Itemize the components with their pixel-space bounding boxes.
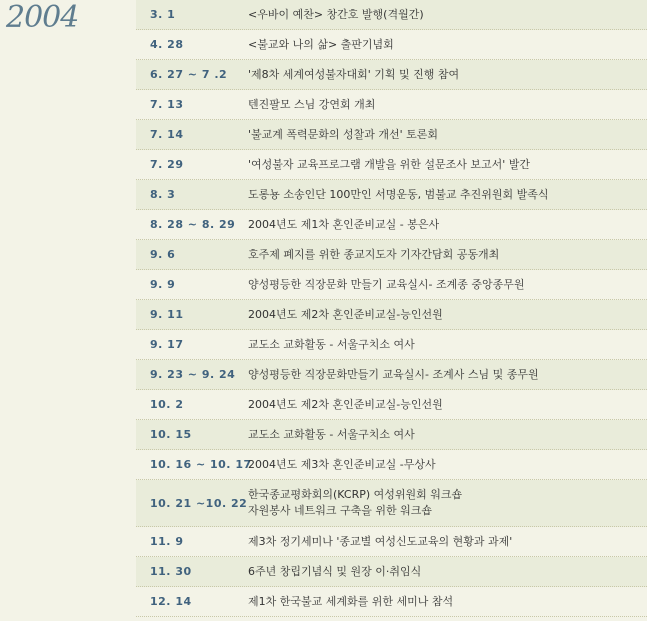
event-date: 9. 6 [150,248,176,261]
table-row [136,0,647,30]
event-date: 8. 3 [150,188,176,201]
table-row [136,390,647,420]
event-text: 양성평등한 직장문화 만들기 교육실시- 조계종 중앙종무원 [248,277,525,291]
event-text: '여성불자 교육프로그램 개발을 위한 설문조사 보고서' 발간 [248,157,531,171]
event-text: 양성평등한 직장문화만들기 교육실시- 조계사 스님 및 종무원 [248,367,539,381]
event-date: 9. 23 ~ 9. 24 [150,368,236,381]
event-text: '제8차 세계여성불자대회' 기획 및 진행 참여 [248,67,460,81]
table-row [136,360,647,390]
event-text: 제1차 한국불교 세계화를 위한 세미나 참석 [248,594,454,608]
event-text: 교도소 교화활동 - 서울구치소 여사 [248,337,415,351]
event-text: 제3차 정기세미나 '종교별 여성신도교육의 현황과 과제' [248,534,513,548]
event-date: 9. 9 [150,278,176,291]
event-date: 9. 11 [150,308,184,321]
event-text: <불교와 나의 삶> 출판기념회 [248,37,394,51]
event-date: 4. 28 [150,38,184,51]
event-text: 2004년도 제2차 혼인준비교실-능인선원 [248,307,443,321]
table-row [136,120,647,150]
event-text: 2004년도 제3차 혼인준비교실 -무상사 [248,457,436,471]
event-date: 10. 2 [150,398,184,411]
event-date: 7. 13 [150,98,184,111]
event-date: 7. 29 [150,158,184,171]
table-row [136,90,647,120]
event-text: 2004년도 제1차 혼인준비교실 - 봉은사 [248,217,440,231]
event-text: 6주년 창립기념식 및 원장 이·취임식 [248,564,422,578]
event-date: 11. 9 [150,535,184,548]
table-row [136,330,647,360]
event-text: '불교계 폭력문화의 성찰과 개선' 토론회 [248,127,439,141]
table-row [136,527,647,557]
table-row [136,420,647,450]
event-date: 8. 28 ~ 8. 29 [150,218,236,231]
table-row [136,300,647,330]
event-date: 10. 16 ~ 10. 17 [150,458,252,471]
table-row [136,587,647,617]
table-row [136,450,647,480]
event-date: 7. 14 [150,128,184,141]
event-date: 6. 27 ~ 7 .2 [150,68,228,81]
event-date: 11. 30 [150,565,192,578]
event-text: 교도소 교화활동 - 서울구치소 여사 [248,427,415,441]
event-date: 10. 15 [150,428,192,441]
event-date: 3. 1 [150,8,176,21]
table-row [136,60,647,90]
event-date: 12. 14 [150,595,192,608]
table-row [136,30,647,60]
event-text: 도롱뇽 소송인단 100만인 서명운동, 범불교 추진위원회 발족식 [248,187,549,201]
event-text: 호주제 폐지를 위한 종교지도자 기자간담회 공동개최 [248,247,500,261]
event-text: 텐진팔모 스님 강연회 개최 [248,97,376,111]
event-date: 10. 21 ~10. 22 [150,496,248,510]
event-text: 2004년도 제2차 혼인준비교실-능인선원 [248,397,443,411]
event-table [136,0,647,617]
table-row [136,180,647,210]
event-date: 9. 17 [150,338,184,351]
table-row [136,210,647,240]
table-row [136,240,647,270]
table-row [136,557,647,587]
table-row [136,150,647,180]
event-text: <우바이 예찬> 창간호 발행(격월간) [248,7,424,21]
table-row [136,480,647,527]
table-row [136,270,647,300]
event-text: 한국종교평화회의(KCRP) 여성위원회 워크숍 자원봉사 네트워크 구축을 위한 워크숍 [248,488,463,517]
year-heading: 2004 [6,0,79,35]
